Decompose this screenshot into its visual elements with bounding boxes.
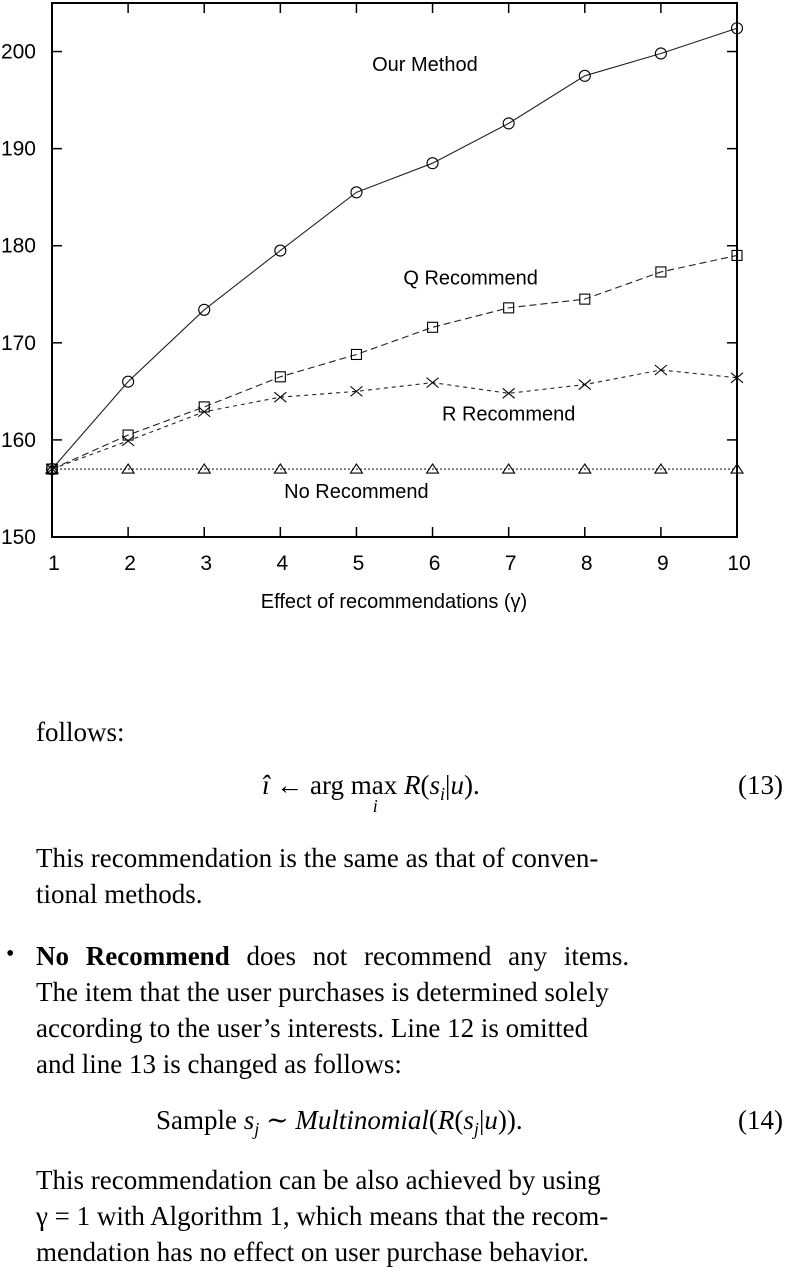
bullet-line-text: does not recommend any items. xyxy=(229,941,630,971)
paragraph-gamma xyxy=(36,1162,786,1270)
y-tick-label: 170 xyxy=(0,331,36,355)
series-q-recommend xyxy=(47,250,742,474)
equation-14-prefix: Sample xyxy=(156,1105,244,1135)
x-tick-label: 2 xyxy=(124,552,136,575)
x-tick-label: 4 xyxy=(276,552,289,575)
equation-14-body: Sample $s_j$ ∼ $Multinomial(R(s_j|u))$. xyxy=(156,1105,523,1139)
bullet-icon: • xyxy=(6,941,15,967)
paragraph-line: mendation has no effect on user purchase behavior. xyxy=(36,1237,589,1267)
x-tick-label: 10 xyxy=(727,552,751,575)
paragraph-conventional xyxy=(36,840,786,912)
x-tick-label: 3 xyxy=(200,552,213,575)
equation-13-body: î ← arg max i $R(s_i|u)$. xyxy=(262,770,480,816)
follows-text: follows: xyxy=(36,717,125,747)
y-tick-label: 160 xyxy=(0,428,36,452)
y-tick-label: 150 xyxy=(0,526,36,549)
series-our-method xyxy=(47,23,743,475)
plot-frame xyxy=(52,3,737,537)
bullet-line: according to the user’s interests. Line 12 is omitted xyxy=(36,1013,589,1043)
paragraph-line: tional methods. xyxy=(36,879,203,909)
x-tick-label: 9 xyxy=(657,552,669,575)
paragraph-line: γ = 1 with Algorithm 1, which means that the recom- xyxy=(36,1201,609,1231)
x-tick-label: 5 xyxy=(352,552,365,575)
bullet-term: No Recommend xyxy=(36,941,230,971)
series-annotation: No Recommend xyxy=(284,481,429,504)
x-tick-label: 6 xyxy=(428,552,441,575)
marker-square xyxy=(199,402,209,412)
x-tick-label: 1 xyxy=(48,552,60,575)
x-tick-label: 8 xyxy=(580,552,593,575)
y-tick-label: 190 xyxy=(0,137,36,161)
argmax-subscript: i xyxy=(372,796,378,816)
y-tick-label: 200 xyxy=(0,40,36,64)
x-tick-label: 7 xyxy=(504,552,517,575)
series-annotation: Q Recommend xyxy=(403,267,538,290)
series-r-recommend xyxy=(46,365,743,474)
series-no-recommend xyxy=(46,464,743,473)
paragraph-follows xyxy=(36,714,786,750)
bullet-line: and line 13 is changed as follows: xyxy=(36,1049,402,1079)
paragraph-line: This recommendation can be also achieved by using xyxy=(36,1165,601,1195)
bullet-line: The item that the user purchases is determined solely xyxy=(36,977,609,1007)
series-annotation: Our Method xyxy=(372,53,478,76)
equation-13-number: (13) xyxy=(738,770,783,800)
equation-14-number: (14) xyxy=(738,1105,783,1135)
bullet-no-recommend xyxy=(36,938,786,1082)
bullet-line xyxy=(36,938,786,974)
equation-13 xyxy=(0,770,786,830)
y-tick-label: 180 xyxy=(0,234,36,258)
equation-14 xyxy=(0,1105,786,1145)
paragraph-line: This recommendation is the same as that of conven- xyxy=(36,843,599,873)
x-axis-label: Effect of recommendations (γ) xyxy=(260,591,528,613)
marker-square xyxy=(428,322,438,332)
series-annotation: R Recommend xyxy=(441,403,576,426)
